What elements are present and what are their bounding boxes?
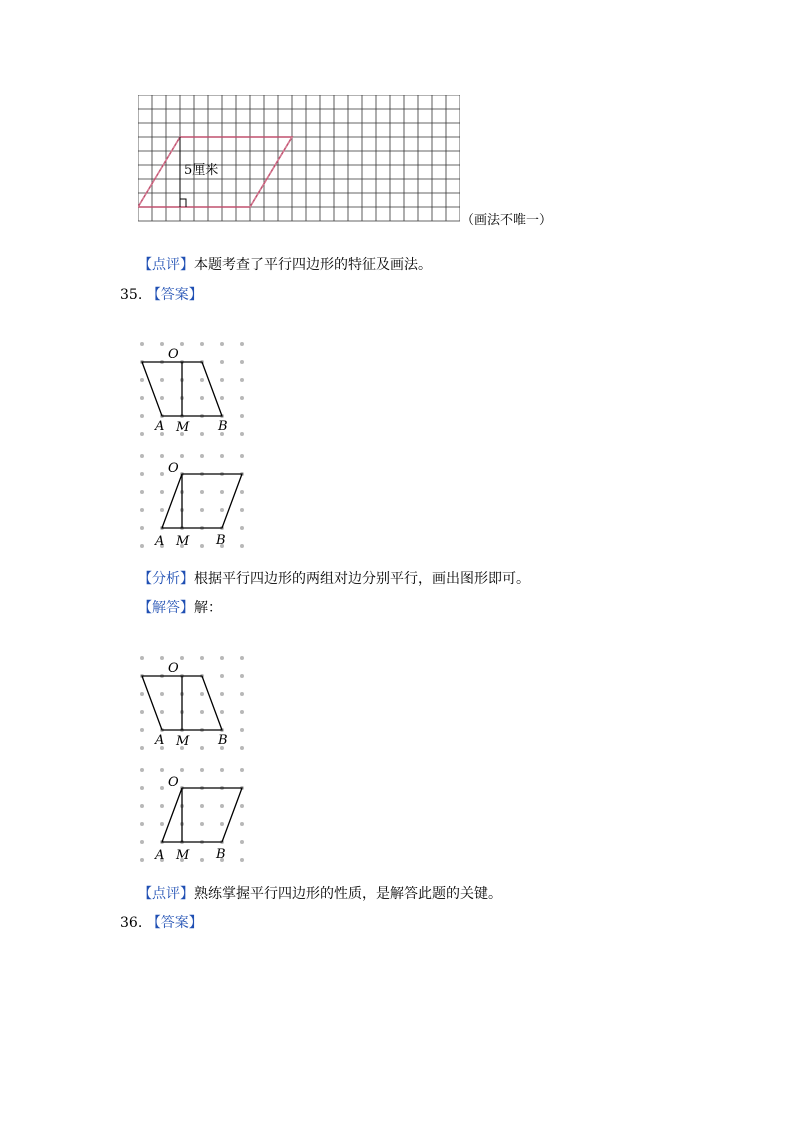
lattice-dot xyxy=(140,656,144,660)
lattice-dot xyxy=(140,414,144,418)
label-m: M xyxy=(176,534,190,549)
label-a: A xyxy=(155,848,165,863)
parallelogram-shape xyxy=(162,788,242,842)
right-angle-mark xyxy=(180,199,186,207)
label-m: M xyxy=(176,848,190,863)
comment-tag: 【点评】 xyxy=(138,257,194,273)
label-o: O xyxy=(168,661,179,676)
lattice-dot xyxy=(240,544,244,548)
lattice-dot xyxy=(240,746,244,750)
comment-text: 本题考查了平行四边形的特征及画法。 xyxy=(194,257,432,273)
item-number: 36. xyxy=(120,915,143,931)
lattice-dot xyxy=(200,342,204,346)
lattice-dot xyxy=(220,342,224,346)
lattice-dot xyxy=(160,508,164,512)
lattice-dot xyxy=(200,822,204,826)
label-m: M xyxy=(176,734,190,749)
label-o: O xyxy=(168,775,179,790)
lattice-dot xyxy=(200,746,204,750)
lattice-dot xyxy=(240,840,244,844)
lattice-dot xyxy=(140,858,144,862)
height-label: 5厘米 xyxy=(184,163,219,178)
item35-analysis xyxy=(138,570,530,588)
lattice-dot xyxy=(180,656,184,660)
item-number: 35. xyxy=(120,287,143,303)
lattice-dot xyxy=(140,454,144,458)
item35-comment xyxy=(138,885,502,903)
lattice-dot xyxy=(160,786,164,790)
comment-text: 熟练掌握平行四边形的性质，是解答此题的关键。 xyxy=(194,886,502,902)
lattice-dot xyxy=(140,490,144,494)
answer-tag: 【答案】 xyxy=(146,915,203,931)
item36-answer-heading xyxy=(120,914,203,932)
lattice-dot xyxy=(140,342,144,346)
lattice-dot xyxy=(140,692,144,696)
dot-figure-solution-2 xyxy=(130,762,255,867)
solution-text: 解： xyxy=(194,600,222,616)
lattice-dot xyxy=(220,692,224,696)
lattice-dot xyxy=(140,804,144,808)
lattice-dot xyxy=(180,342,184,346)
lattice-dot xyxy=(140,396,144,400)
label-a: A xyxy=(155,534,165,549)
lattice-dot xyxy=(220,454,224,458)
label-a: A xyxy=(155,733,165,748)
dot-figure-solution-1 xyxy=(130,646,255,751)
lattice-dot xyxy=(200,396,204,400)
lattice-dot xyxy=(220,378,224,382)
lattice-dot xyxy=(160,768,164,772)
item35-solution xyxy=(138,599,222,617)
item35-answer-heading xyxy=(120,286,203,304)
lattice-dot xyxy=(240,858,244,862)
lattice-dot xyxy=(240,822,244,826)
lattice-dot xyxy=(160,342,164,346)
lattice-dot xyxy=(200,804,204,808)
lattice-dot xyxy=(140,728,144,732)
lattice-dot xyxy=(240,432,244,436)
label-b: B xyxy=(216,533,226,548)
lattice-dot xyxy=(220,656,224,660)
lattice-dot xyxy=(140,432,144,436)
label-o: O xyxy=(168,347,179,362)
lattice-dot xyxy=(200,656,204,660)
lattice-dot xyxy=(200,508,204,512)
lattice-dot xyxy=(240,414,244,418)
lattice-dot xyxy=(240,674,244,678)
lattice-dot xyxy=(200,378,204,382)
lattice-dot xyxy=(140,786,144,790)
comment-tag: 【点评】 xyxy=(138,886,194,902)
grid-parallelogram-figure xyxy=(138,95,460,225)
analysis-tag: 【分析】 xyxy=(138,571,194,587)
lattice-dot xyxy=(220,804,224,808)
lattice-dot xyxy=(240,508,244,512)
label-b: B xyxy=(218,419,228,434)
lattice-dot xyxy=(220,768,224,772)
lattice-dot xyxy=(240,396,244,400)
lattice-dot xyxy=(140,840,144,844)
lattice-dot xyxy=(240,768,244,772)
lattice-dot xyxy=(140,508,144,512)
lattice-dot xyxy=(140,544,144,548)
lattice-dot xyxy=(160,472,164,476)
lattice-dot xyxy=(140,378,144,382)
lattice-dot xyxy=(240,342,244,346)
lattice-dot xyxy=(240,490,244,494)
lattice-dot xyxy=(160,396,164,400)
lattice-dot xyxy=(160,454,164,458)
lattice-dot xyxy=(160,490,164,494)
analysis-text: 根据平行四边形的两组对边分别平行，画出图形即可。 xyxy=(194,571,530,587)
parallelogram-shape xyxy=(162,474,242,528)
lattice-dot xyxy=(240,728,244,732)
label-m: M xyxy=(176,420,190,435)
solution-tag: 【解答】 xyxy=(138,600,194,616)
lattice-dot xyxy=(220,710,224,714)
lattice-dot xyxy=(200,858,204,862)
lattice-dot xyxy=(220,396,224,400)
lattice-dot xyxy=(200,710,204,714)
label-o: O xyxy=(168,461,179,476)
lattice-dot xyxy=(240,454,244,458)
lattice-dot xyxy=(200,432,204,436)
answer-tag: 【答案】 xyxy=(146,287,203,303)
drawing-note: （画法不唯一） xyxy=(461,213,553,228)
lattice-dot xyxy=(220,674,224,678)
lattice-dot xyxy=(140,768,144,772)
lattice-dot xyxy=(140,746,144,750)
dot-figure-answer-2 xyxy=(130,448,255,553)
lattice-dot xyxy=(160,804,164,808)
lattice-dot xyxy=(200,768,204,772)
lattice-dot xyxy=(140,472,144,476)
lattice-dot xyxy=(220,508,224,512)
lattice-dot xyxy=(240,710,244,714)
dot-figure-answer-1 xyxy=(130,332,255,437)
lattice-dot xyxy=(180,454,184,458)
label-b: B xyxy=(218,733,228,748)
item34-comment xyxy=(138,256,432,274)
lattice-dot xyxy=(220,360,224,364)
lattice-dot xyxy=(160,710,164,714)
lattice-dot xyxy=(200,544,204,548)
lattice-dot xyxy=(200,490,204,494)
lattice-dot xyxy=(160,378,164,382)
lattice-dot xyxy=(140,526,144,530)
lattice-dot xyxy=(160,656,164,660)
label-a: A xyxy=(155,419,165,434)
label-b: B xyxy=(216,847,226,862)
lattice-dot xyxy=(240,526,244,530)
lattice-dot xyxy=(240,656,244,660)
lattice-dot xyxy=(180,768,184,772)
lattice-dot xyxy=(240,378,244,382)
lattice-dot xyxy=(240,360,244,364)
lattice-dot xyxy=(240,804,244,808)
lattice-dot xyxy=(140,710,144,714)
lattice-dot xyxy=(220,822,224,826)
lattice-dot xyxy=(240,692,244,696)
lattice-dot xyxy=(140,822,144,826)
lattice-dot xyxy=(200,454,204,458)
lattice-dot xyxy=(160,822,164,826)
lattice-dot xyxy=(160,692,164,696)
lattice-dot xyxy=(220,490,224,494)
lattice-dot xyxy=(200,692,204,696)
